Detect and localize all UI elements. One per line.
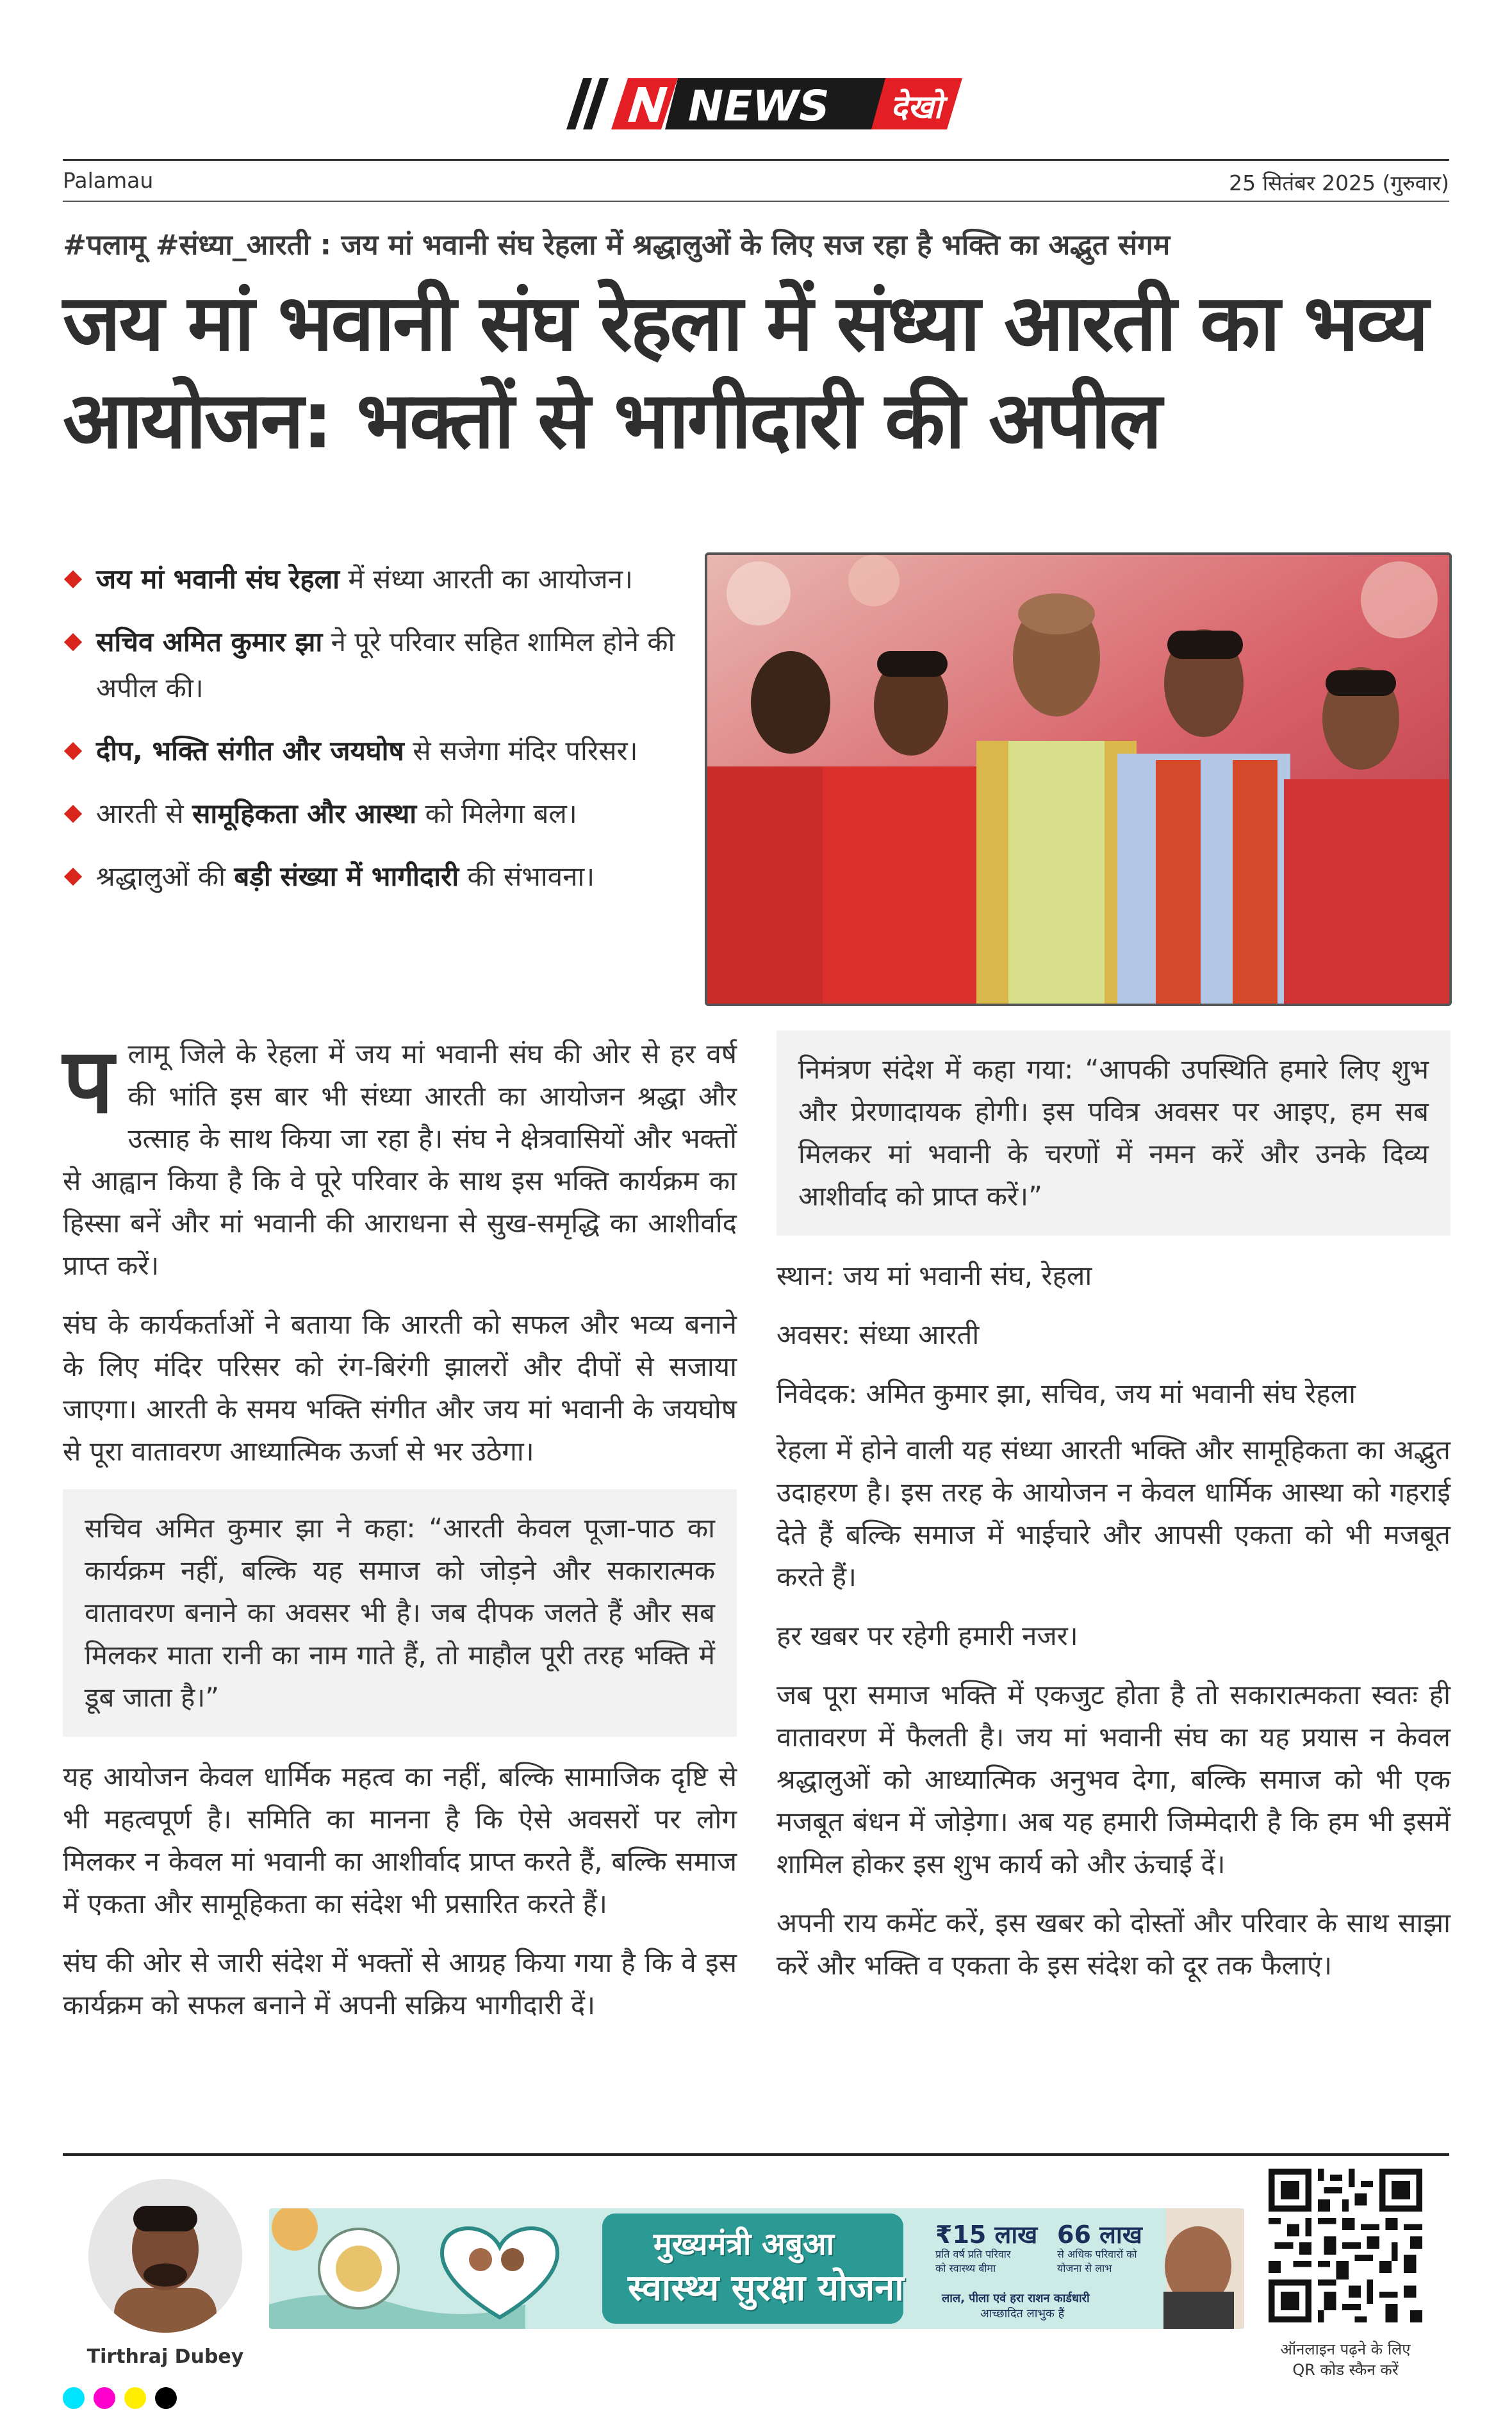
article-photo[interactable]	[705, 552, 1452, 1006]
logo-hindi-text: देखो	[891, 88, 942, 126]
banner-title-line1: मुख्यमंत्री अबुआ	[653, 2226, 835, 2262]
red-diamond-bullet-icon	[64, 805, 82, 823]
banner-eligibility-line1: लाल, पीला एवं हरा राशन कार्डधारी	[942, 2292, 1090, 2305]
article-paragraph: रेहला में होने वाली यह संध्या आरती भक्ति और सामूहिकता का अद्भुत उदाहरण है। इस तरह के आयोजन न केवल धार्मिक आस्था को गहराई देते हैं बल्कि समाज में भाईचारे और आपसी एकता को भी मजबूत करते हैं।	[777, 1434, 1450, 1593]
highlight-item	[63, 791, 691, 837]
headline: जय मां भवानी संघ रेहला में संध्या आरती का भव्य आयोजन: भक्तों से भागीदारी की अपील	[63, 277, 1427, 466]
article-body-right	[777, 1030, 1450, 2003]
highlight-text: श्रद्धालुओं की	[96, 861, 234, 892]
red-diamond-bullet-icon	[64, 868, 82, 886]
highlight-bold: दीप, भक्ति संगीत और जयघोष	[96, 735, 404, 766]
info-requester: निवेदक: अमित कुमार झा, सचिव, जय मां भवानी संघ रेहला	[777, 1378, 1356, 1409]
location-label: Palamau	[63, 168, 154, 193]
cmyk-registration-dots	[63, 2387, 186, 2412]
quote-box-secretary: सचिव अमित कुमार झा ने कहा: “आरती केवल पूजा-पाठ का कार्यक्रम नहीं, बल्कि यह समाज को जोड़ने और सकारात्मक वातावरण बनाने का अवसर भी है। जब दीपक जलते हैं और सब मिलकर माता रानी का नाम गाते हैं, तो माहौल पूरी तरह भक्ति में डूब जाता है।”	[63, 1489, 737, 1737]
highlight-item	[63, 854, 691, 900]
highlight-text: आरती से	[96, 798, 193, 829]
highlight-text: में संध्या आरती का आयोजन।	[340, 563, 633, 595]
banner-amount-insurance-sub1: प्रति वर्ष प्रति परिवार	[935, 2248, 1011, 2260]
banner-eligibility-line2: आच्छादित लाभुक हैं	[980, 2307, 1065, 2321]
highlight-bold: जय मां भवानी संघ रेहला	[96, 563, 340, 595]
cyan-dot	[63, 2387, 85, 2409]
author-portrait-illustration	[88, 2179, 242, 2333]
highlight-text: को मिलेगा बल।	[416, 798, 577, 829]
red-diamond-bullet-icon	[64, 742, 82, 760]
tagline: हर खबर पर रहेगी हमारी नजर।	[777, 1620, 1078, 1651]
banner-amount-families-sub2: योजना से लाभ	[1057, 2262, 1112, 2274]
info-place: स्थान: जय मां भवानी संघ, रेहला	[777, 1260, 1092, 1291]
banner-title-line2: स्वास्थ्य सुरक्षा योजना	[628, 2267, 904, 2309]
qr-code[interactable]	[1269, 2169, 1422, 2322]
qr-caption-line1: ऑनलाइन पढ़ने के लिए	[1280, 2340, 1411, 2358]
article-paragraph: जब पूरा समाज भक्ति में एकजुट होता है तो सकारात्मकता स्वतः ही वातावरण में फैलती है। जय मां भवानी संघ का यह प्रयास न केवल श्रद्धालुओं को आध्यात्मिक अनुभव देगा, बल्कि समाज को भी एक मजबूत बंधन में जोड़ेगा। अब यह हमारी जिम्मेदारी है कि हम भी इसमें शामिल होकर इस शुभ कार्य को और ऊंचाई दें।	[777, 1679, 1450, 1880]
red-diamond-bullet-icon	[64, 633, 82, 651]
highlight-item	[63, 619, 691, 711]
kicker-hashtags: #पलामू #संध्या_आरती : जय मां भवानी संघ रेहला में श्रद्धालुओं के लिए सज रहा है भक्ति का अद्भुत संगम	[63, 229, 1171, 261]
article-paragraph	[63, 1029, 737, 1287]
footer-rule	[63, 2153, 1449, 2156]
highlight-item	[63, 728, 691, 774]
highlight-bold: सामूहिकता और आस्था	[192, 798, 417, 829]
article-body-left	[63, 1029, 737, 2043]
yellow-dot	[124, 2387, 146, 2409]
qr-caption-line2: QR कोड स्कैन करें	[1292, 2361, 1399, 2379]
banner-amount-families-sub1: से अधिक परिवारों को	[1057, 2248, 1137, 2260]
black-dot	[155, 2387, 177, 2409]
highlight-text: से सजेगा मंदिर परिसर।	[404, 735, 638, 766]
banner-eligibility	[942, 2290, 1090, 2321]
highlight-text: की संभावना।	[459, 861, 595, 892]
news-dekho-logo[interactable]	[552, 72, 962, 136]
article-paragraph: संघ की ओर से जारी संदेश में भक्तों से आग्रह किया गया है कि वे इस कार्यक्रम को सफल बनाने में अपनी सक्रिय भागीदारी दें।	[63, 1947, 737, 2021]
highlight-text: ने पूरे परिवार सहित शामिल होने की अपील की।	[96, 626, 675, 704]
logo-text: NEWS	[688, 81, 830, 131]
highlight-bold: सचिव अमित कुमार झा	[96, 626, 323, 658]
banner-amount-families: 66 लाख	[1057, 2221, 1142, 2249]
ad-banner-health-scheme[interactable]	[269, 2208, 1244, 2329]
info-occasion: अवसर: संध्या आरती	[777, 1319, 980, 1350]
author-avatar[interactable]	[88, 2179, 242, 2333]
author-name: Tirthraj Dubey	[86, 2346, 244, 2368]
article-paragraph: संघ के कार्यकर्ताओं ने बताया कि आरती को सफल और भव्य बनाने के लिए मंदिर परिसर को रंग-बिरंगी झालरों और दीपों से सजाया जाएगा। आरती के समय भक्ति संगीत और जय मां भवानी के जयघोष से पूरा वातावरण आध्यात्मिक ऊर्जा से भर उठेगा।	[63, 1309, 737, 1467]
red-diamond-bullet-icon	[64, 570, 82, 588]
article-paragraph: यह आयोजन केवल धार्मिक महत्व का नहीं, बल्कि सामाजिक दृष्टि से भी महत्वपूर्ण है। समिति का मानना है कि ऐसे अवसरों पर लोग मिलकर न केवल मां भवानी का आशीर्वाद प्राप्त करते हैं, बल्कि समाज में एकता और सामूहिकता का संदेश भी प्रसारित करते हैं।	[63, 1761, 737, 1919]
magenta-dot	[94, 2387, 115, 2409]
qr-caption	[1243, 2339, 1448, 2380]
date-label: 25 सितंबर 2025 (गुरुवार)	[1229, 170, 1449, 195]
highlights-list	[63, 556, 691, 916]
banner-amount-insurance: ₹15 लाख	[935, 2221, 1038, 2249]
top-rule	[63, 159, 1449, 161]
highlight-item	[63, 556, 691, 602]
logo-slashes	[566, 78, 609, 129]
top-rule-secondary	[63, 201, 1449, 202]
article-paragraph: अपनी राय कमेंट करें, इस खबर को दोस्तों और परिवार के साथ साझा करें और भक्ति व एकता के इस संदेश को दूर तक फैलाएं।	[777, 1907, 1450, 1981]
quote-box-invitation: निमंत्रण संदेश में कहा गया: “आपकी उपस्थिति हमारे लिए शुभ और प्रेरणादायक होगी। इस पवित्र अवसर पर आइए, हम सब मिलकर मां भवानी के चरणों में नमन करें और उनके दिव्य आशीर्वाद को प्राप्त करें।”	[777, 1030, 1450, 1236]
paragraph-text: लामू जिले के रेहला में जय मां भवानी संघ की ओर से हर वर्ष की भांति इस बार भी संध्या आरती का आयोजन श्रद्धा और उत्साह के साथ किया जा रहा है। संघ ने क्षेत्रवासियों और भक्तों से आह्वान किया है कि वे पूरे परिवार के साथ इस भक्ति कार्यक्रम का हिस्सा बनें और मां भवानी की आराधना से सुख-समृद्धि का आशीर्वाद प्राप्त करें।	[63, 1038, 737, 1281]
highlight-bold: बड़ी संख्या में भागीदारी	[234, 861, 459, 892]
group-photo-illustration	[707, 555, 1449, 1004]
drop-cap: प	[63, 1029, 114, 1134]
banner-amount-insurance-sub2: को स्वास्थ्य बीमा	[935, 2262, 996, 2274]
